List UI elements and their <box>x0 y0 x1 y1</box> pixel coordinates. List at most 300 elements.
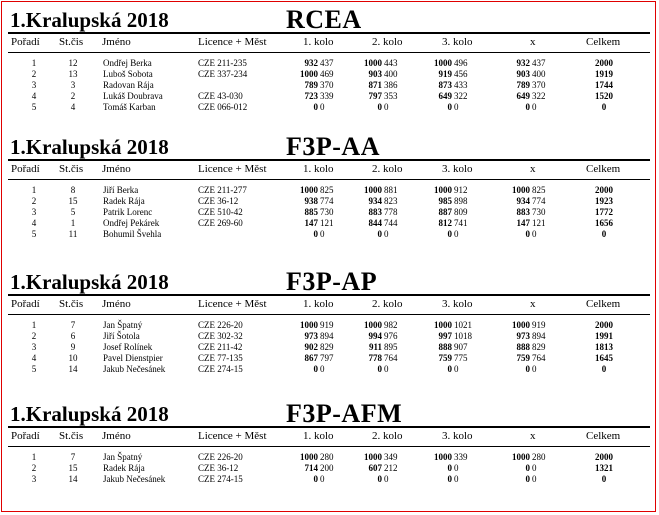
cell-round-3-raw: 912 <box>454 185 468 195</box>
cell-rank: 5 <box>31 364 37 374</box>
cell-round-3-raw: 322 <box>454 91 468 101</box>
cell-round-3-raw: 809 <box>454 207 468 217</box>
cell-name: Lukáš Doubrava <box>103 91 163 101</box>
table-row <box>8 452 650 463</box>
cell-name: Luboš Sobota <box>103 69 153 79</box>
cell-round-1-score: 0 <box>313 102 318 112</box>
cell-rank: 3 <box>31 80 37 90</box>
cell-name: Ondřej Pekárek <box>103 218 160 228</box>
cell-start-number: 1 <box>70 218 76 228</box>
cell-x-raw: 0 <box>532 102 537 112</box>
cell-total: 2000 <box>595 452 613 462</box>
cell-x-score: 1000 <box>512 320 530 330</box>
header-name: Jméno <box>102 298 131 310</box>
cell-round-2-score: 0 <box>377 229 382 239</box>
cell-round-3-score: 1000 <box>434 185 452 195</box>
cell-round-3-score: 812 <box>438 218 452 228</box>
cell-total: 1744 <box>595 80 613 90</box>
event-title: 1.Kralupská 2018 <box>10 8 169 32</box>
cell-round-2-raw: 982 <box>384 320 398 330</box>
cell-round-3-raw: 456 <box>454 69 468 79</box>
cell-round-3-score: 759 <box>438 353 452 363</box>
table-row <box>8 80 650 91</box>
cell-round-3-score: 0 <box>447 474 452 484</box>
cell-rank: 4 <box>31 218 37 228</box>
cell-round-2-score: 1000 <box>364 185 382 195</box>
cell-start-number: 13 <box>68 69 78 79</box>
cell-rank: 5 <box>31 229 37 239</box>
cell-name: Radek Rája <box>103 196 145 206</box>
cell-round-1-score: 0 <box>313 229 318 239</box>
cell-round-2-score: 911 <box>368 342 382 352</box>
cell-total: 2000 <box>595 185 613 195</box>
header-round-1: 1. kolo <box>303 163 334 175</box>
cell-x-raw: 829 <box>532 342 546 352</box>
cell-round-3-raw: 0 <box>454 102 459 112</box>
table-row <box>8 331 650 342</box>
cell-x-raw: 0 <box>532 474 537 484</box>
section-title-row <box>8 133 650 159</box>
cell-rank: 3 <box>31 207 37 217</box>
cell-round-1-raw: 0 <box>320 474 325 484</box>
cell-rank: 4 <box>31 91 37 101</box>
cell-round-1-score: 0 <box>313 474 318 484</box>
cell-round-1-raw: 121 <box>320 218 334 228</box>
cell-round-3-score: 997 <box>438 331 452 341</box>
header-total: Celkem <box>586 163 621 175</box>
cell-round-1-raw: 825 <box>320 185 334 195</box>
header-licence: Licence + Měst <box>198 298 267 310</box>
cell-x-raw: 774 <box>532 196 546 206</box>
cell-round-3-score: 0 <box>447 364 452 374</box>
header-x: x <box>530 298 536 310</box>
cell-x-score: 903 <box>516 69 530 79</box>
cell-round-2-raw: 823 <box>384 196 398 206</box>
header-round-3: 3. kolo <box>442 430 473 442</box>
cell-start-number: 14 <box>68 364 78 374</box>
cell-x-raw: 322 <box>532 91 546 101</box>
cell-round-3-score: 985 <box>438 196 452 206</box>
cell-licence: CZE 066-012 <box>198 102 248 112</box>
cell-licence: CZE 226-20 <box>198 320 243 330</box>
cell-x-raw: 919 <box>532 320 546 330</box>
table-body <box>8 180 650 240</box>
cell-x-score: 0 <box>525 463 530 473</box>
cell-round-2-score: 934 <box>368 196 382 206</box>
cell-total: 1772 <box>595 207 613 217</box>
event-title: 1.Kralupská 2018 <box>10 402 169 426</box>
cell-name: Jiří Berka <box>103 185 139 195</box>
cell-x-score: 1000 <box>512 185 530 195</box>
cell-start-number: 3 <box>70 80 76 90</box>
cell-rank: 1 <box>31 185 37 195</box>
header-round-2: 2. kolo <box>372 163 403 175</box>
cell-x-raw: 764 <box>532 353 546 363</box>
cell-round-1-score: 1000 <box>300 185 318 195</box>
cell-start-number: 4 <box>70 102 76 112</box>
cell-total: 2000 <box>595 58 613 68</box>
cell-round-2-score: 0 <box>377 102 382 112</box>
table-row <box>8 463 650 474</box>
cell-round-1-score: 885 <box>304 207 318 217</box>
table-row <box>8 474 650 485</box>
cell-rank: 1 <box>31 58 37 68</box>
cell-licence: CZE 43-030 <box>198 91 243 101</box>
header-poradi: Pořadí <box>11 430 40 442</box>
cell-round-1-raw: 370 <box>320 80 334 90</box>
header-x: x <box>530 430 536 442</box>
header-start-number: St.čis <box>59 430 84 442</box>
cell-round-2-score: 1000 <box>364 58 382 68</box>
cell-licence: CZE 36-12 <box>198 196 239 206</box>
cell-rank: 1 <box>31 320 37 330</box>
cell-round-3-raw: 1018 <box>454 331 472 341</box>
cell-round-1-raw: 829 <box>320 342 334 352</box>
cell-x-raw: 730 <box>532 207 546 217</box>
cell-licence: CZE 510-42 <box>198 207 243 217</box>
cell-round-1-raw: 339 <box>320 91 334 101</box>
table-header <box>8 34 650 51</box>
cell-licence: CZE 77-135 <box>198 353 243 363</box>
table-row <box>8 364 650 375</box>
table-header <box>8 161 650 178</box>
header-licence: Licence + Měst <box>198 430 267 442</box>
cell-x-raw: 825 <box>532 185 546 195</box>
cell-licence: CZE 269-60 <box>198 218 243 228</box>
cell-start-number: 7 <box>70 452 76 462</box>
cell-round-3-score: 0 <box>447 102 452 112</box>
table-row <box>8 342 650 353</box>
cell-round-3-score: 1000 <box>434 58 452 68</box>
cell-round-3-raw: 741 <box>454 218 468 228</box>
cell-round-3-raw: 339 <box>454 452 468 462</box>
table-header <box>8 296 650 313</box>
header-total: Celkem <box>586 430 621 442</box>
cell-round-1-raw: 797 <box>320 353 334 363</box>
cell-name: Josef Rolínek <box>103 342 153 352</box>
cell-round-1-score: 938 <box>304 196 318 206</box>
cell-name: Jan Špatný <box>103 320 143 330</box>
header-total: Celkem <box>586 36 621 48</box>
results-section <box>8 268 650 375</box>
class-title: F3P-AFM <box>286 399 403 428</box>
event-title: 1.Kralupská 2018 <box>10 270 169 294</box>
table-row <box>8 353 650 364</box>
cell-x-raw: 0 <box>532 463 537 473</box>
cell-x-raw: 400 <box>532 69 546 79</box>
cell-round-1-score: 867 <box>304 353 318 363</box>
table-header <box>8 428 650 445</box>
cell-round-1-score: 789 <box>304 80 318 90</box>
cell-round-2-raw: 744 <box>384 218 398 228</box>
header-start-number: St.čis <box>59 163 84 175</box>
cell-round-2-raw: 443 <box>384 58 398 68</box>
cell-round-1-score: 1000 <box>300 69 318 79</box>
cell-round-2-score: 883 <box>368 207 382 217</box>
table-row <box>8 102 650 113</box>
cell-round-2-raw: 0 <box>384 474 389 484</box>
cell-rank: 5 <box>31 102 37 112</box>
cell-round-2-raw: 349 <box>384 452 398 462</box>
header-name: Jméno <box>102 430 131 442</box>
cell-round-2-raw: 353 <box>384 91 398 101</box>
cell-total: 1520 <box>595 91 613 101</box>
cell-round-2-score: 797 <box>368 91 382 101</box>
cell-round-2-raw: 764 <box>384 353 398 363</box>
header-round-1: 1. kolo <box>303 36 334 48</box>
cell-rank: 3 <box>31 474 37 484</box>
cell-round-1-raw: 0 <box>320 229 325 239</box>
cell-licence: CZE 274-15 <box>198 474 243 484</box>
cell-name: Patrik Lorenc <box>103 207 153 217</box>
header-licence: Licence + Měst <box>198 163 267 175</box>
cell-round-3-raw: 0 <box>454 463 459 473</box>
table-row <box>8 229 650 240</box>
header-round-2: 2. kolo <box>372 36 403 48</box>
header-round-2: 2. kolo <box>372 298 403 310</box>
header-round-1: 1. kolo <box>303 430 334 442</box>
table-row <box>8 218 650 229</box>
cell-name: Ondřej Berka <box>103 58 152 68</box>
cell-total: 1813 <box>595 342 613 352</box>
cell-name: Bohumil Švehla <box>103 229 162 239</box>
results-section <box>8 400 650 485</box>
cell-round-2-score: 994 <box>368 331 382 341</box>
cell-start-number: 14 <box>68 474 78 484</box>
cell-round-1-raw: 280 <box>320 452 334 462</box>
cell-start-number: 15 <box>68 463 78 473</box>
cell-name: Jan Špatný <box>103 452 143 462</box>
cell-round-2-raw: 386 <box>384 80 398 90</box>
cell-round-1-score: 902 <box>304 342 318 352</box>
cell-x-raw: 437 <box>532 58 546 68</box>
event-title: 1.Kralupská 2018 <box>10 135 169 159</box>
cell-round-3-score: 1000 <box>434 452 452 462</box>
cell-round-3-score: 888 <box>438 342 452 352</box>
table-row <box>8 207 650 218</box>
cell-round-2-raw: 0 <box>384 102 389 112</box>
cell-rank: 2 <box>31 331 37 341</box>
cell-x-raw: 0 <box>532 229 537 239</box>
cell-start-number: 2 <box>70 91 76 101</box>
header-poradi: Pořadí <box>11 163 40 175</box>
class-title: F3P-AA <box>286 132 380 161</box>
cell-round-3-raw: 907 <box>454 342 468 352</box>
cell-round-3-raw: 0 <box>454 474 459 484</box>
cell-total: 1991 <box>595 331 613 341</box>
cell-round-1-raw: 0 <box>320 364 325 374</box>
cell-x-score: 0 <box>525 364 530 374</box>
cell-round-2-raw: 895 <box>384 342 398 352</box>
cell-name: Radovan Rája <box>103 80 154 90</box>
cell-round-3-score: 649 <box>438 91 452 101</box>
class-title: F3P-AP <box>286 267 378 296</box>
cell-licence: CZE 337-234 <box>198 69 248 79</box>
cell-round-2-score: 778 <box>368 353 382 363</box>
cell-name: Pavel Dienstpier <box>103 353 163 363</box>
cell-round-2-raw: 976 <box>384 331 398 341</box>
cell-round-2-score: 871 <box>368 80 382 90</box>
cell-rank: 2 <box>31 196 37 206</box>
cell-x-score: 0 <box>525 102 530 112</box>
header-round-2: 2. kolo <box>372 430 403 442</box>
section-title-row <box>8 6 650 32</box>
cell-x-score: 888 <box>516 342 530 352</box>
cell-licence: CZE 211-235 <box>198 58 247 68</box>
cell-round-1-score: 1000 <box>300 452 318 462</box>
cell-x-score: 147 <box>516 218 530 228</box>
cell-start-number: 10 <box>68 353 78 363</box>
cell-round-1-raw: 774 <box>320 196 334 206</box>
cell-round-2-raw: 881 <box>384 185 398 195</box>
cell-round-2-score: 1000 <box>364 452 382 462</box>
cell-round-2-score: 903 <box>368 69 382 79</box>
cell-round-1-raw: 730 <box>320 207 334 217</box>
header-licence: Licence + Měst <box>198 36 267 48</box>
cell-round-1-score: 147 <box>304 218 318 228</box>
cell-licence: CZE 226-20 <box>198 452 243 462</box>
cell-start-number: 6 <box>70 331 76 341</box>
cell-start-number: 9 <box>70 342 76 352</box>
cell-round-3-score: 0 <box>447 463 452 473</box>
cell-total: 0 <box>601 474 607 484</box>
table-row <box>8 91 650 102</box>
cell-start-number: 5 <box>70 207 76 217</box>
cell-x-score: 934 <box>516 196 530 206</box>
header-round-1: 1. kolo <box>303 298 334 310</box>
cell-total: 2000 <box>595 320 613 330</box>
cell-licence: CZE 36-12 <box>198 463 239 473</box>
cell-round-1-raw: 0 <box>320 102 325 112</box>
results-section <box>8 6 650 113</box>
cell-x-score: 0 <box>525 474 530 484</box>
cell-licence: CZE 302-32 <box>198 331 243 341</box>
cell-name: Jakub Nečesánek <box>103 474 166 484</box>
cell-x-raw: 121 <box>532 218 546 228</box>
cell-licence: CZE 274-15 <box>198 364 243 374</box>
header-x: x <box>530 163 536 175</box>
cell-round-2-score: 844 <box>368 218 382 228</box>
cell-rank: 2 <box>31 463 37 473</box>
cell-licence: CZE 211-42 <box>198 342 243 352</box>
header-total: Celkem <box>586 298 621 310</box>
header-poradi: Pořadí <box>11 36 40 48</box>
cell-total: 1656 <box>595 218 613 228</box>
cell-rank: 2 <box>31 69 37 79</box>
table-row <box>8 69 650 80</box>
table-row <box>8 185 650 196</box>
cell-round-2-score: 607 <box>368 463 382 473</box>
cell-name: Jakub Nečesánek <box>103 364 166 374</box>
cell-x-raw: 280 <box>532 452 546 462</box>
cell-licence: CZE 211-277 <box>198 185 247 195</box>
header-start-number: St.čis <box>59 36 84 48</box>
table-row <box>8 196 650 207</box>
cell-round-3-score: 919 <box>438 69 452 79</box>
cell-round-3-score: 873 <box>438 80 452 90</box>
cell-x-score: 789 <box>516 80 530 90</box>
cell-total: 1919 <box>595 69 613 79</box>
cell-total: 1645 <box>595 353 613 363</box>
cell-round-1-score: 723 <box>304 91 318 101</box>
cell-start-number: 8 <box>70 185 76 195</box>
cell-round-1-raw: 437 <box>320 58 334 68</box>
section-title-row <box>8 268 650 294</box>
cell-round-3-raw: 496 <box>454 58 468 68</box>
cell-start-number: 15 <box>68 196 78 206</box>
table-body <box>8 315 650 375</box>
cell-round-2-score: 0 <box>377 474 382 484</box>
cell-name: Tomáš Karban <box>103 102 156 112</box>
cell-x-score: 932 <box>516 58 530 68</box>
cell-x-score: 759 <box>516 353 530 363</box>
cell-total: 0 <box>601 364 607 374</box>
cell-round-3-raw: 775 <box>454 353 468 363</box>
cell-round-1-score: 973 <box>304 331 318 341</box>
cell-rank: 3 <box>31 342 37 352</box>
header-x: x <box>530 36 536 48</box>
cell-name: Radek Rája <box>103 463 145 473</box>
cell-round-2-raw: 778 <box>384 207 398 217</box>
cell-round-1-score: 932 <box>304 58 318 68</box>
cell-round-1-raw: 200 <box>320 463 334 473</box>
cell-name: Jiří Šotola <box>103 331 140 341</box>
cell-rank: 1 <box>31 452 37 462</box>
cell-x-score: 649 <box>516 91 530 101</box>
cell-round-3-score: 1000 <box>434 320 452 330</box>
cell-x-raw: 0 <box>532 364 537 374</box>
cell-round-1-score: 0 <box>313 364 318 374</box>
cell-round-1-score: 714 <box>304 463 318 473</box>
class-title: RCEA <box>286 5 362 34</box>
cell-round-3-raw: 0 <box>454 364 459 374</box>
cell-round-3-raw: 1021 <box>454 320 472 330</box>
header-start-number: St.čis <box>59 298 84 310</box>
cell-round-2-raw: 0 <box>384 364 389 374</box>
header-round-3: 3. kolo <box>442 298 473 310</box>
cell-x-raw: 894 <box>532 331 546 341</box>
cell-round-1-raw: 919 <box>320 320 334 330</box>
cell-start-number: 7 <box>70 320 76 330</box>
cell-start-number: 12 <box>68 58 78 68</box>
cell-round-1-raw: 894 <box>320 331 334 341</box>
cell-start-number: 11 <box>68 229 78 239</box>
header-poradi: Pořadí <box>11 298 40 310</box>
cell-rank: 4 <box>31 353 37 363</box>
cell-round-1-raw: 469 <box>320 69 334 79</box>
cell-round-3-raw: 898 <box>454 196 468 206</box>
header-round-3: 3. kolo <box>442 163 473 175</box>
section-title-row <box>8 400 650 426</box>
header-name: Jméno <box>102 36 131 48</box>
table-row <box>8 320 650 331</box>
cell-x-score: 973 <box>516 331 530 341</box>
cell-total: 1923 <box>595 196 613 206</box>
cell-round-2-score: 0 <box>377 364 382 374</box>
cell-round-3-score: 0 <box>447 229 452 239</box>
header-name: Jméno <box>102 163 131 175</box>
table-body <box>8 447 650 485</box>
cell-total: 1321 <box>595 463 613 473</box>
cell-round-3-score: 887 <box>438 207 452 217</box>
cell-x-score: 0 <box>525 229 530 239</box>
cell-round-3-raw: 433 <box>454 80 468 90</box>
cell-round-3-raw: 0 <box>454 229 459 239</box>
table-body <box>8 53 650 113</box>
cell-x-raw: 370 <box>532 80 546 90</box>
cell-total: 0 <box>601 102 607 112</box>
cell-round-2-score: 1000 <box>364 320 382 330</box>
